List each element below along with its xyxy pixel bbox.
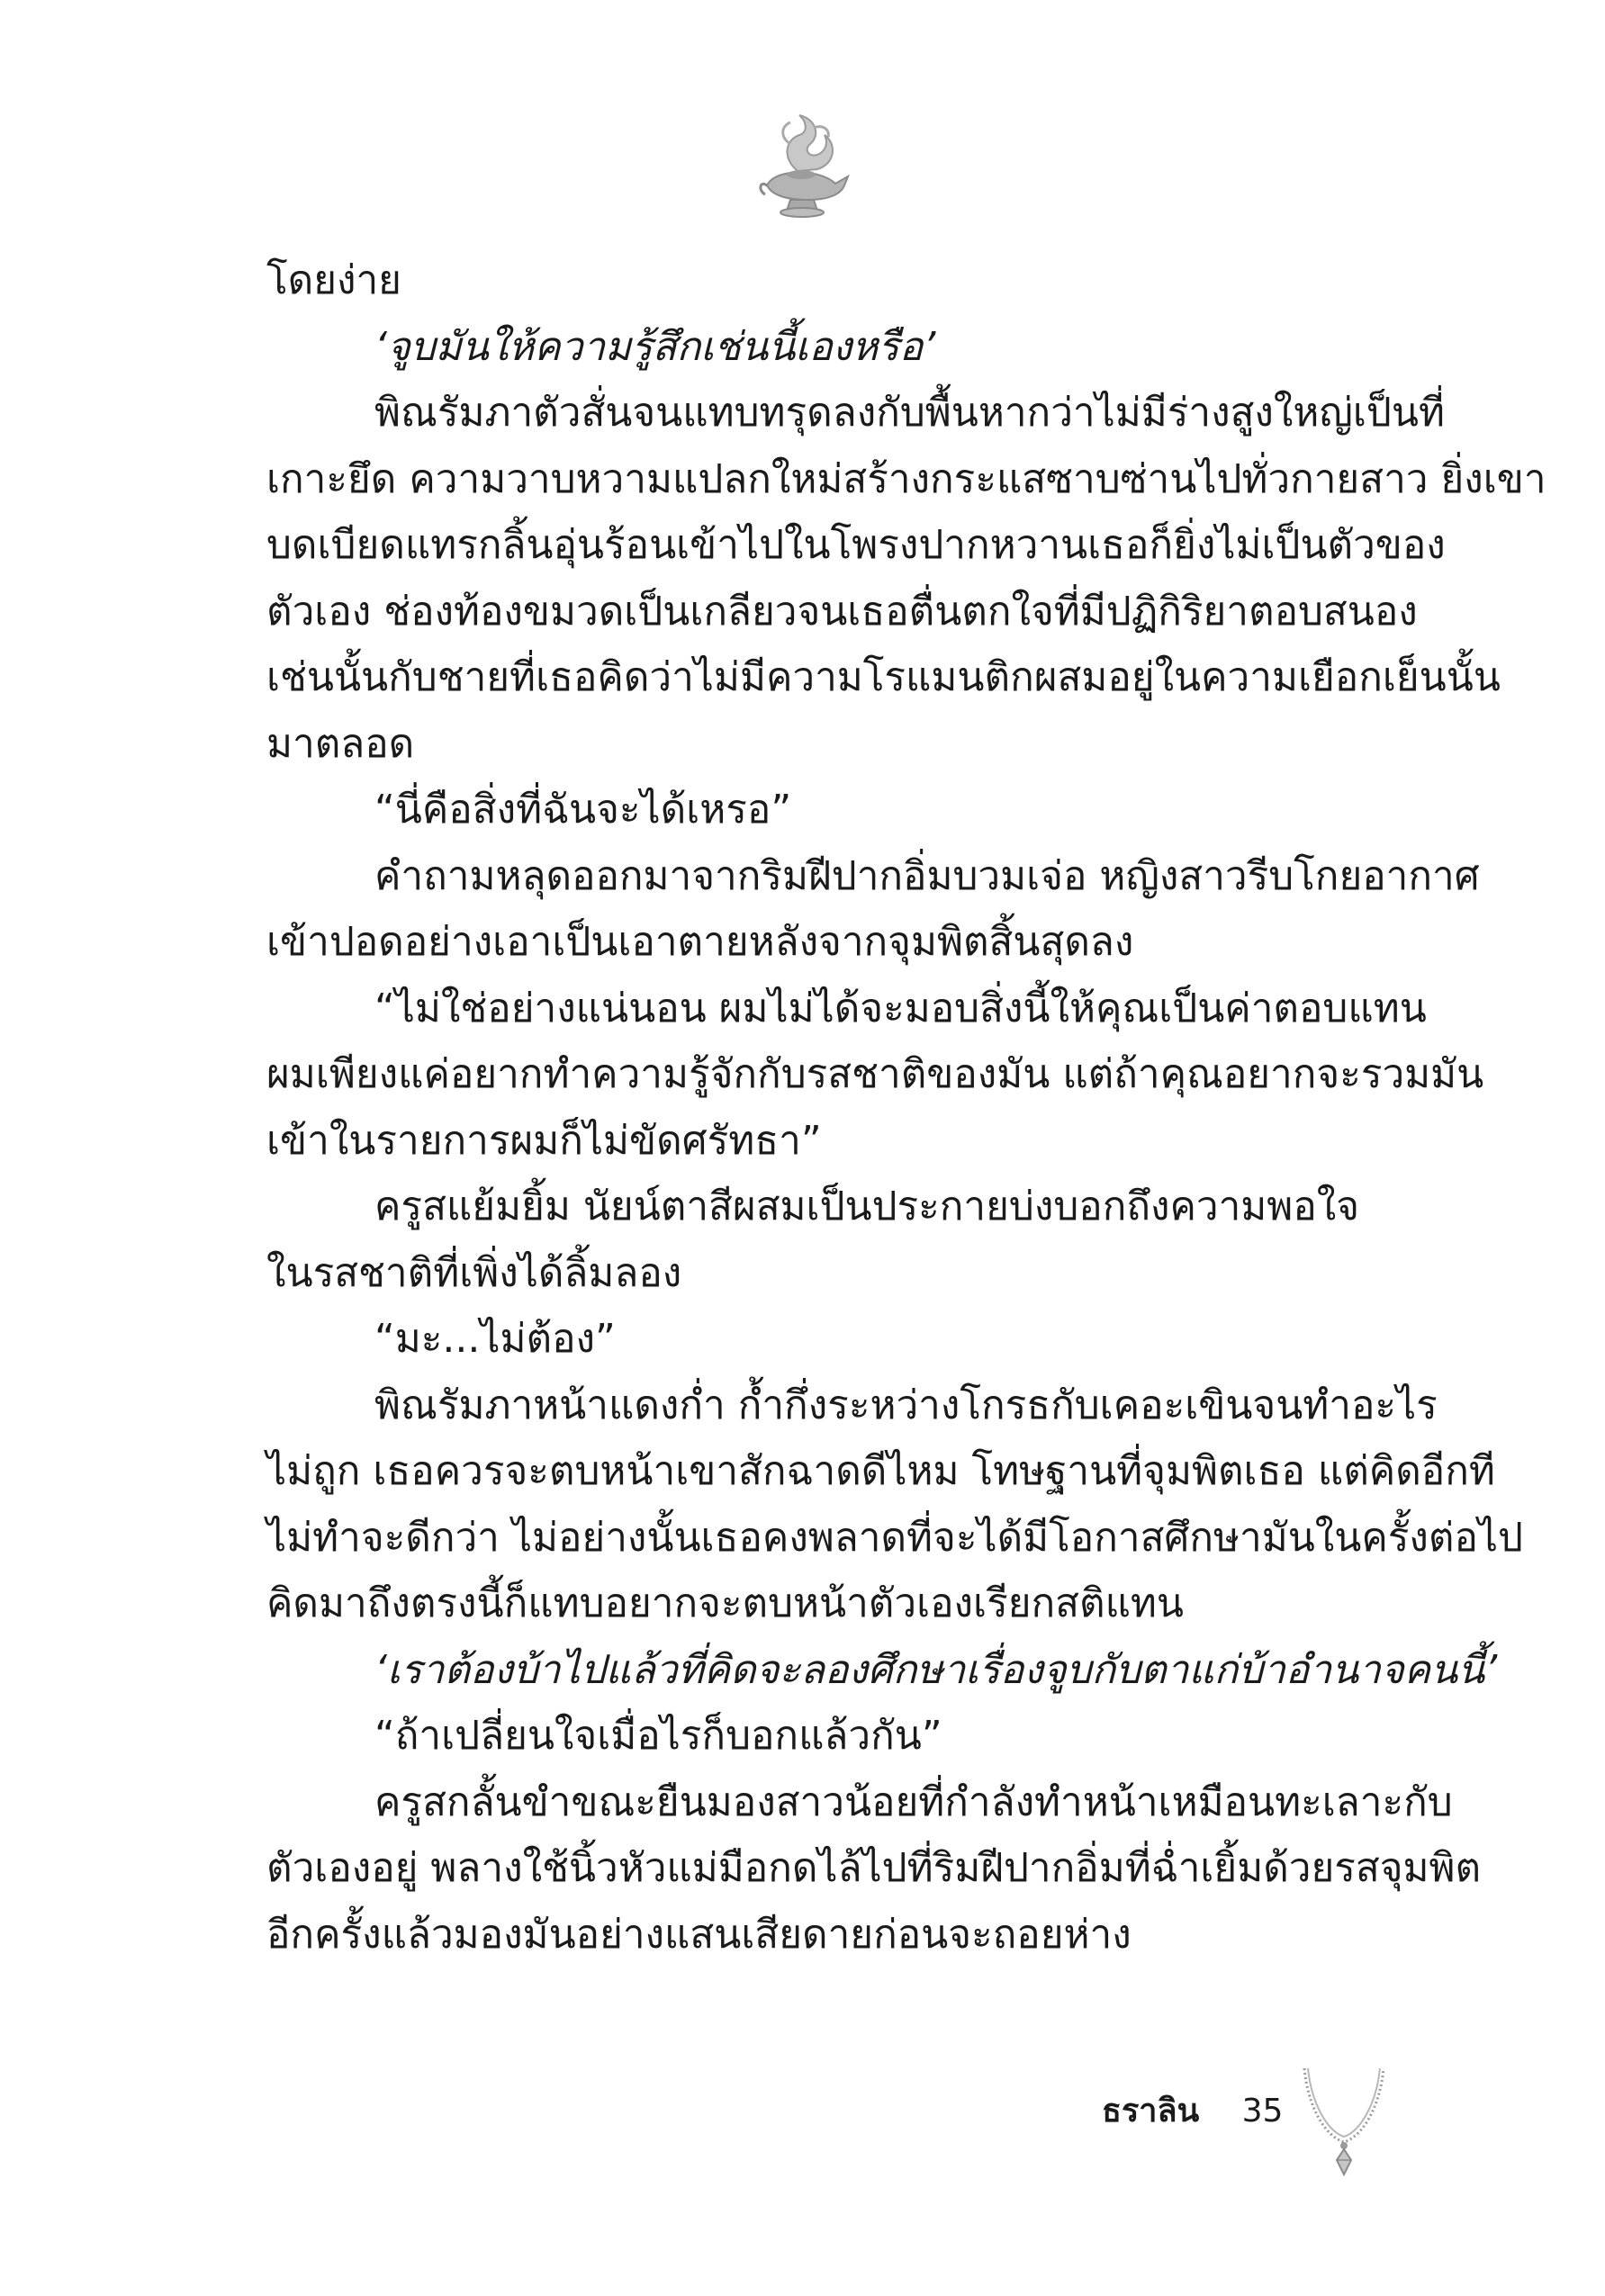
necklace-icon [1299,2063,1389,2184]
text-line: ตัวเองอยู่ พลางใช้นิ้วหัวแม่มือกดไล้ไปที่ริมฝีปากอิ่มที่ฉ่ำเยิ้มด้วยรสจุมพิต [266,1845,1482,1891]
page-footer [1102,2084,1283,2138]
text-line: พิณรัมภาตัวสั่นจนแทบทรุดลงกับพื้นหากว่าไม่มีร่างสูงใหญ่เป็นที่ [374,390,1445,436]
text-line: “นี่คือสิ่งที่ฉันจะได้เหรอ” [374,787,792,833]
text-line: “ไม่ใช่อย่างแน่นอน ผมไม่ได้จะมอบสิ่งนี้ให้คุณเป็นค่าตอบแทน [374,985,1427,1031]
text-line: พิณรัมภาหน้าแดงก่ำ ก้ำกึ่งระหว่างโกรธกับเคอะเขินจนทำอะไร [374,1382,1438,1428]
text-line: ‘เราต้องบ้าไปแล้วที่คิดจะลองศึกษาเรื่องจูบกับตาแก่บ้าอำนาจคนนี้’ [374,1646,1498,1693]
text-line: มาตลอด [266,720,415,767]
text-line: เข้าในรายการผมก็ไม่ขัดศรัทธา” [266,1117,822,1164]
page-number: 35 [1241,2093,1284,2129]
text-line: เข้าปอดอย่างเอาเป็นเอาตายหลังจากจุมพิตสิ้นสุดลง [266,919,1134,965]
text-line: “มะ...ไม่ต้อง” [374,1316,616,1362]
book-title: ธราลิน [1102,2093,1200,2129]
text-line: เกาะยึด ความวาบหวามแปลกใหม่สร้างกระแสซาบซ่านไปทั่วกายสาว ยิ่งเขา [266,455,1546,502]
genie-lamp-icon [754,108,853,225]
body-text [266,248,1546,1967]
text-line: “ถ้าเปลี่ยนใจเมื่อไรก็บอกแล้วกัน” [374,1713,942,1759]
text-line: ครูสกลั้นขำขณะยืนมองสาวน้อยที่กำลังทำหน้าเหมือนทะเลาะกับ [374,1778,1453,1825]
text-line: ไม่ถูก เธอควรจะตบหน้าเขาสักฉาดดีไหม โทษฐานที่จุมพิตเธอ แต่คิดอีกที [266,1448,1495,1494]
text-line: โดยง่าย [266,257,401,303]
text-line: คำถามหลุดออกมาจากริมฝีปากอิ่มบวมเจ่อ หญิงสาวรีบโกยอากาศ [374,852,1480,899]
text-line: ไม่ทำจะดีกว่า ไม่อย่างนั้นเธอคงพลาดที่จะได้มีโอกาสศึกษามันในครั้งต่อไป [266,1514,1523,1561]
text-line: เช่นนั้นกับชายที่เธอคิดว่าไม่มีความโรแมนติกผสมอยู่ในความเยือกเย็นนั้น [266,654,1501,700]
text-line: ผมเพียงแค่อยากทำความรู้จักกับรสชาติของมัน แต่ถ้าคุณอยากจะรวมมัน [266,1051,1484,1097]
text-line: คิดมาถึงตรงนี้ก็แทบอยากจะตบหน้าตัวเองเรียกสติแทน [266,1580,1185,1626]
text-line: อีกครั้งแล้วมองมันอย่างแสนเสียดายก่อนจะถอยห่าง [266,1911,1132,1958]
text-line: ตัวเอง ช่องท้องขมวดเป็นเกลียวจนเธอตื่นตกใจที่มีปฏิกิริยาตอบสนอง [266,588,1418,635]
text-line: ‘จูบมันให้ความรู้สึกเช่นนี้เองหรือ’ [374,323,936,370]
text-line: ครูสแย้มยิ้ม นัยน์ตาสีผสมเป็นประกายบ่งบอกถึงความพอใจ [374,1184,1360,1229]
text-line: ในรสชาติที่เพิ่งได้ลิ้มลอง [266,1249,682,1296]
text-line: บดเบียดแทรกลิ้นอุ่นร้อนเข้าไปในโพรงปากหวานเธอก็ยิ่งไม่เป็นตัวของ [266,522,1446,568]
